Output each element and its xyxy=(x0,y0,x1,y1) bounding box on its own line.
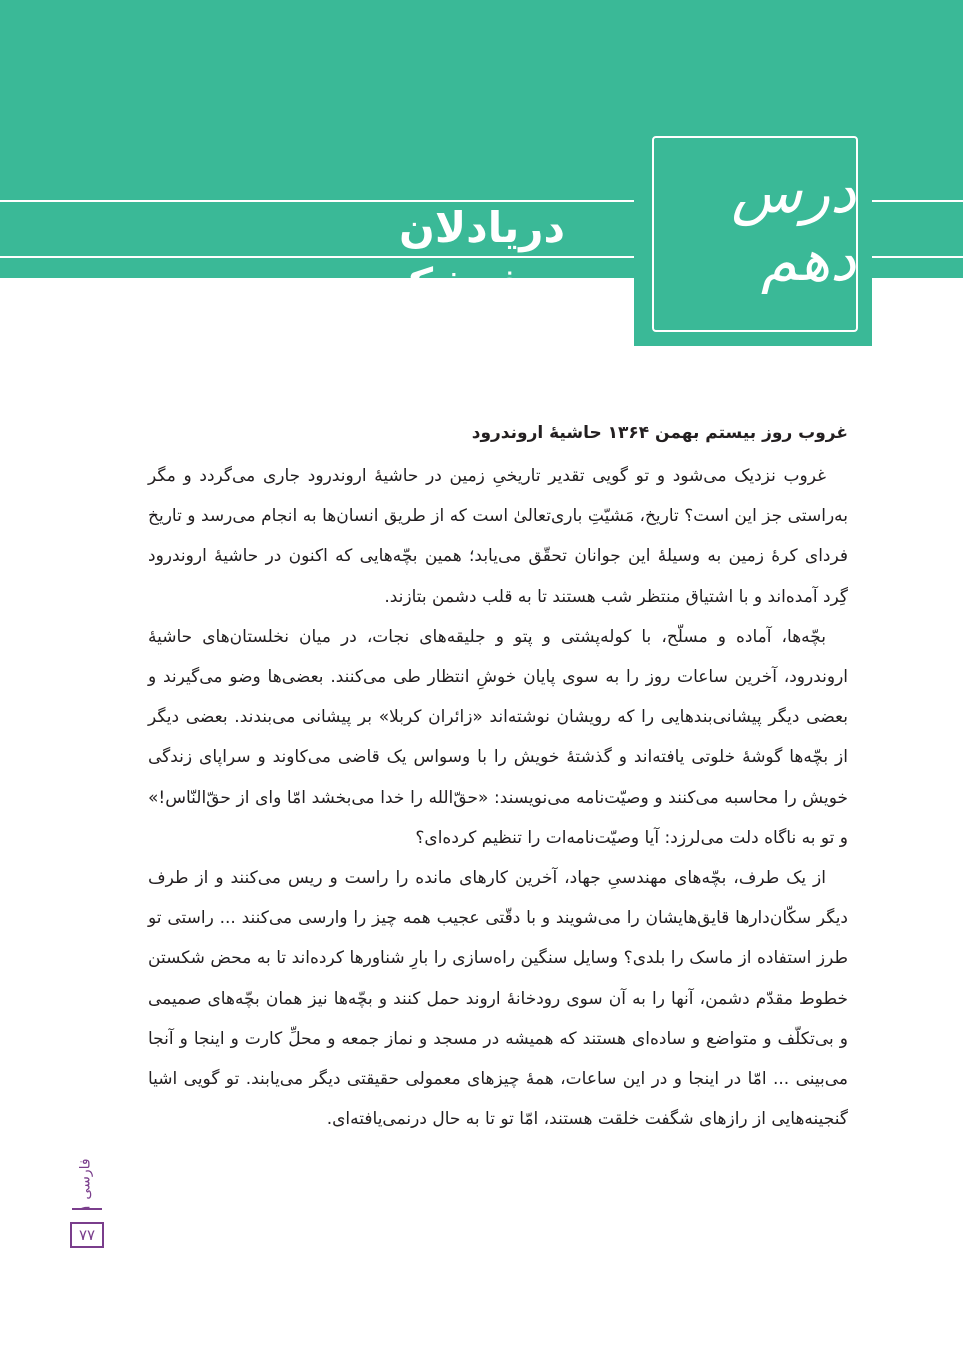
lesson-number-box xyxy=(634,118,872,346)
paragraph: غروب نزدیک می‌شود و تو گویی تقدیر تاریخیِ زمین در حاشیهٔ اروندرود جاری می‌گردد و مگر به‌راستی جز این است؟ تاریخ، مَشیّتِ باری‌تعالیٰ است که از طریق انسان‌ها به انجام می‌رسد و تاریخ فردای کرهٔ زمین به وسیلهٔ این جوانان تحقّق می‌یابد؛ همین بچّه‌هایی که اکنون در حاشیهٔ اروندرود گِرد آمده‌اند و با اشتیاق منتظر شب هستند تا به قلب دشمن بتازند. xyxy=(148,466,848,607)
dateline: غروب روز بیستم بهمن ۱۳۶۴ حاشیهٔ اروندرود xyxy=(471,423,848,443)
page-number-rule xyxy=(72,1208,102,1210)
page-number: ۷۷ xyxy=(70,1222,104,1248)
lesson-title: دریادلان صف‌شکن xyxy=(370,203,565,308)
lesson-body xyxy=(148,418,848,1139)
book-label-text: فارسی xyxy=(78,1158,95,1200)
lesson-number-frame xyxy=(652,136,858,332)
paragraph: از یک طرف، بچّه‌های مهندسیِ جهاد، آخرین کارهای مانده را راست و ریس می‌کنند و از طرف دیگر سکّان‌دارها قایق‌هایشان را می‌شویند و با دقّتی عجیب همه چیز را وارسی می‌کنند ... راستی تو طرز استفاده از ماسک را بلدی؟ وسایل سنگین راه‌سازی را بارِ شناورها کرده‌اند تا به محض شکستن خطوط مقدّم دشمن، آنها را به آن سوی رودخانهٔ اروند حمل کنند و بچّه‌ها نیز همان بچّه‌های صمیمی و بی‌تکلّف و متواضع و ساده‌ای هستند که همیشه در مسجد و نماز جمعه و محلِّ کارت و اینجا و آنجا می‌بینی ... امّا در اینجا و در این ساعات، همهٔ چیزهای معمولی حقیقتی دیگر می‌یابند. تو گویی اشیا گنجینه‌هایی از رازهای شگفت خلقت هستند، امّا تو تا به حال درنمی‌یافته‌ای. xyxy=(148,868,848,1130)
lesson-number: درس دهم xyxy=(731,158,856,294)
paragraph: بچّه‌ها، آماده و مسلّح، با کوله‌پشتی و پتو و جلیقه‌های نجات، در میان نخلستان‌های حاشیهٔ اروندرود، آخرین ساعات روز را به سوی پایان خوشِ انتظار طی می‌کنند. بعضی‌ها وضو می‌گیرند و بعضی دیگر پیشانی‌بندهایی را که رویشان نوشته‌اند «زائران کربلا» بر پیشانی می‌بندند. بعضی دیگر از بچّه‌ها گوشهٔ خلوتی یافته‌اند و گذشتهٔ خویش را با وسواس یک قاضی می‌کاوند و سراپای زندگی خویش را محاسبه می‌کنند و وصیّت‌نامه می‌نویسند: «حقّ‌الله را خدا می‌بخشد امّا وای از حقّ‌النّاس!» و تو به ناگاه دلت می‌لرزد: آیا وصیّت‌نامه‌ات را تنظیم کرده‌ای؟ xyxy=(148,626,848,848)
